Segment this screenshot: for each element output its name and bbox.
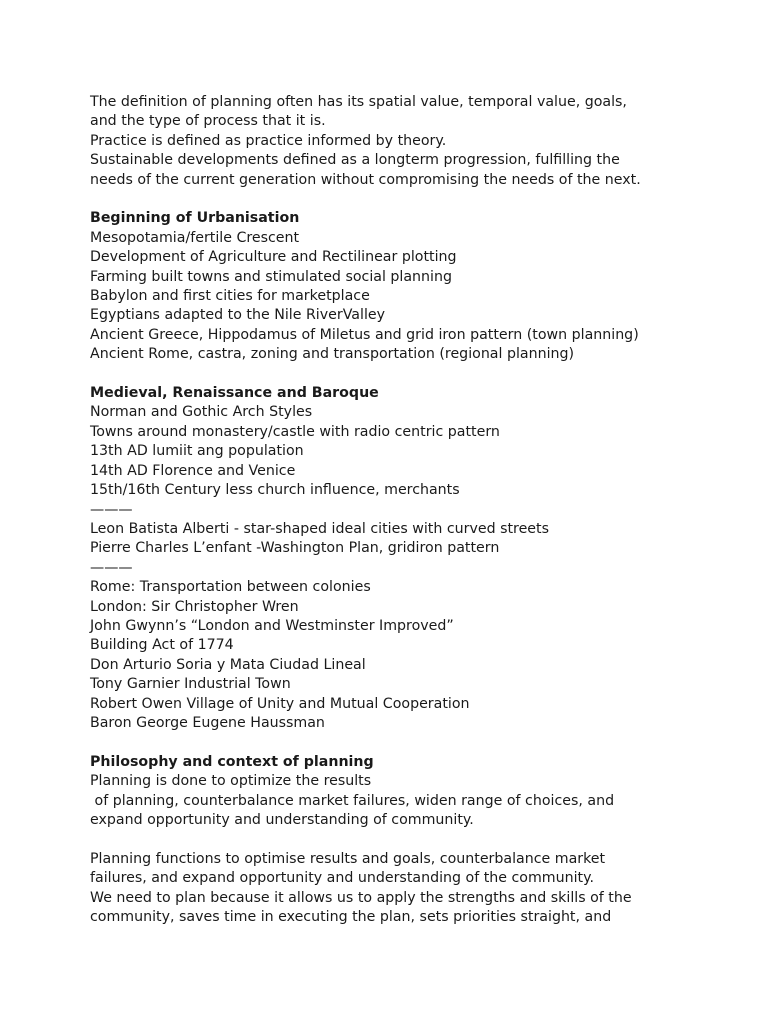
text-line: Rome: Transportation between colonies (90, 579, 371, 596)
text-line: Building Act of 1774 (90, 637, 234, 654)
section-philosophy-and-context (90, 753, 750, 928)
text-line: Leon Batista Alberti - star-shaped ideal cities with curved streets (90, 520, 549, 537)
text-line: community, saves time in executing the plan, sets priorities straight, and (90, 909, 612, 925)
text-line: Pierre Charles L’enfant -Washington Plan, gridiron pattern (90, 540, 500, 557)
text-line: John Gwynn’s “London and Westminster Improved” (90, 617, 454, 634)
text-line: Sustainable developments defined as a longterm progression, fulfilling the (90, 152, 620, 169)
spacer (90, 830, 750, 849)
text-line: Egyptians adapted to the Nile RiverValley (90, 307, 386, 324)
section-medieval-renaissance-baroque (90, 384, 750, 733)
text-line: The definition of planning often has its spatial value, temporal value, goals, (90, 94, 627, 110)
text-line: Planning functions to optimise results and goals, counterbalance market (90, 850, 606, 867)
text-line: needs of the current generation without compromising the needs of the next. (90, 171, 641, 188)
text-line: failures, and expand opportunity and understanding of the community. (90, 870, 594, 887)
text-line: Norman and Gothic Arch Styles (90, 404, 313, 421)
text-line: Don Arturio Soria y Mata Ciudad Lineal (90, 656, 366, 673)
text-line: Baron George Eugene Haussman (90, 714, 325, 731)
section-beginning-of-urbanisation (90, 209, 750, 364)
text-line: Mesopotamia/fertile Crescent (90, 229, 300, 246)
text-line: 14th AD Florence and Venice (90, 462, 296, 479)
text-line: Ancient Rome, castra, zoning and transportation (regional planning) (90, 346, 575, 363)
text-line: and the type of process that it is. (90, 113, 326, 130)
text-line: expand opportunity and understanding of community. (90, 811, 474, 828)
text-line: Towns around monastery/castle with radio centric pattern (90, 423, 500, 440)
text-line: Practice is defined as practice informed by theory. (90, 132, 447, 149)
text-line: Babylon and first cities for marketplace (90, 288, 370, 305)
intro-paragraph (90, 93, 750, 190)
document-page (90, 93, 750, 927)
text-line: London: Sir Christopher Wren (90, 598, 299, 615)
text-line: Planning is done to optimize the results (90, 773, 372, 790)
text-line: 15th/16th Century less church influence, merchants (90, 482, 460, 499)
section-heading: Medieval, Renaissance and Baroque (90, 385, 379, 402)
text-line: Farming built towns and stimulated social planning (90, 268, 452, 285)
separator-line: ——— (90, 501, 133, 518)
text-line: We need to plan because it allows us to apply the strengths and skills of the (90, 889, 632, 906)
separator-line: ——— (90, 559, 133, 576)
text-line: Robert Owen Village of Unity and Mutual Cooperation (90, 695, 470, 712)
spacer (90, 365, 750, 384)
text-line: of planning, counterbalance market failures, widen range of choices, and (90, 792, 615, 809)
text-line: Ancient Greece, Hippodamus of Miletus and grid iron pattern (town planning) (90, 326, 639, 343)
text-line: Tony Garnier Industrial Town (90, 676, 291, 693)
section-heading: Philosophy and context of planning (90, 753, 374, 770)
text-line: 13th AD lumiit ang population (90, 443, 304, 460)
spacer (90, 733, 750, 752)
spacer (90, 190, 750, 209)
section-heading: Beginning of Urbanisation (90, 210, 300, 227)
text-line: Development of Agriculture and Rectilinear plotting (90, 249, 457, 266)
